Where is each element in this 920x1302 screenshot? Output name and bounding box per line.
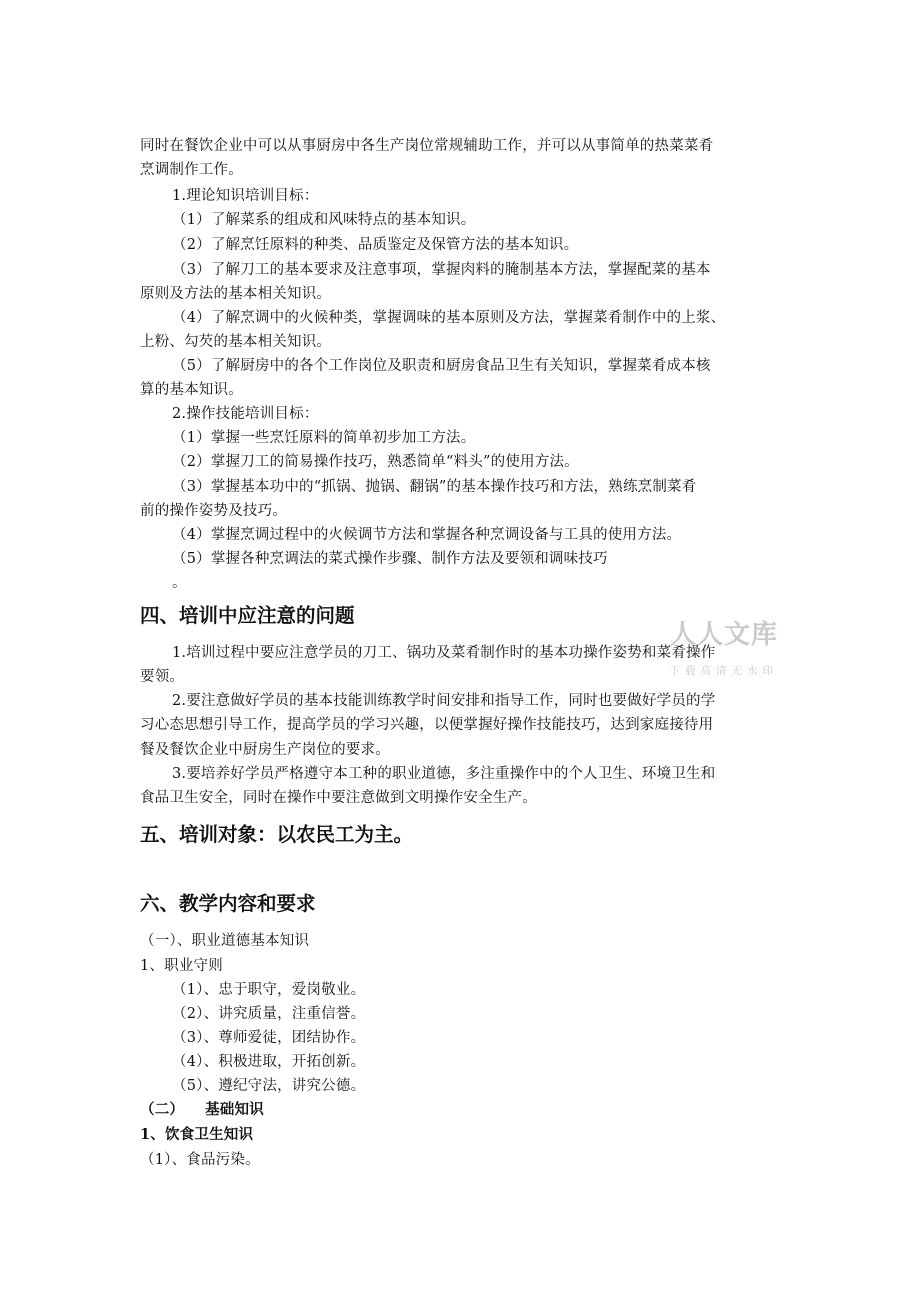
theory-item-cont: 上粉、勾芡的基本相关知识。 [140,334,332,350]
section4-paragraph: 1.培训过程中要应注意学员的刀工、锅功及菜肴制作时的基本功操作姿势和菜肴操作 [172,645,716,661]
skill-item: （5）掌握各种烹调法的菜式操作步骤、制作方法及要领和调味技巧 [172,551,608,567]
section4-paragraph-cont: 习心态思想引导工作，提高学员的学习兴趣，以便掌握好操作技能技巧，达到家庭接待用 [140,717,714,733]
theory-item: （4）了解烹调中的火候种类，掌握调味的基本原则及方法，掌握菜肴制作中的上浆、 [172,310,726,326]
skill-item-cont: 。 [172,575,187,591]
rules-item: （2）、讲究质量，注重信誉。 [172,1006,366,1022]
section4-paragraph-cont: 要领。 [140,669,185,685]
rules-item: （3）、尊师爱徒，团结协作。 [172,1030,366,1046]
section4-paragraph-cont: 餐及餐饮企业中厨房生产岗位的要求。 [140,742,390,758]
section4-paragraph: 2.要注意做好学员的基本技能训练教学时间安排和指导工作，同时也要做好学员的学 [172,693,716,709]
watermark-logo [648,620,778,678]
basics-title: （二） 基础知识 [140,1101,264,1118]
section5-heading: 五、培训对象：以农民工为主。 [140,823,414,846]
theory-item: （2）了解烹饪原料的种类、品质鉴定及保管方法的基本知识。 [172,237,579,253]
theory-item-cont: 算的基本知识。 [140,382,243,398]
watermark-subtitle: 下载高清无水印 [669,665,778,677]
skill-title: 2.操作技能培训目标： [172,406,319,422]
section4-paragraph: 3.要培养好学员严格遵守本工种的职业道德，多注重操作中的个人卫生、环境卫生和 [172,766,716,782]
section6-heading: 六、教学内容和要求 [140,892,316,915]
theory-item-cont: 原则及方法的基本相关知识。 [140,286,332,302]
theory-item: （1）了解菜系的组成和风味特点的基本知识。 [172,212,476,228]
hygiene-title: 1、饮食卫生知识 [140,1126,254,1143]
section4-paragraph-cont: 食品卫生安全，同时在操作中要注意做到文明操作安全生产。 [140,790,537,806]
section4-heading: 四、培训中应注意的问题 [140,604,355,627]
ethics-title: （一）、职业道德基本知识 [140,933,310,949]
rules-title: 1、职业守则 [140,958,223,974]
rules-item: （1）、忠于职守，爱岗敬业。 [172,982,366,998]
watermark-title: 人人文库 [669,620,778,650]
skill-item: （4）掌握烹调过程中的火候调节方法和掌握各种烹调设备与工具的使用方法。 [172,527,682,543]
theory-item: （3）了解刀工的基本要求及注意事项，掌握肉料的腌制基本方法，掌握配菜的基本 [172,262,711,278]
rules-item: （4）、积极进取，开拓创新。 [172,1054,366,1070]
skill-item: （2）掌握刀工的简易操作技巧，熟悉简单“料头”的使用方法。 [172,454,579,470]
intro-line-2: 烹调制作工作。 [140,162,243,178]
skill-item: （1）掌握一些烹饪原料的简单初步加工方法。 [172,430,476,446]
theory-title: 1.理论知识培训目标： [172,188,319,204]
intro-line-1: 同时在餐饮企业中可以从事厨房中各生产岗位常规辅助工作，并可以从事简单的热菜菜肴 [140,138,714,154]
skill-item-cont: 前的操作姿势及技巧。 [140,503,287,519]
rules-item: （5）、遵纪守法，讲究公德。 [172,1078,366,1094]
skill-item: （3）掌握基本功中的“抓锅、抛锅、翻锅”的基本操作技巧和方法，熟练烹制菜肴 [172,479,697,495]
theory-item: （5）了解厨房中的各个工作岗位及职责和厨房食品卫生有关知识，掌握菜肴成本核 [172,358,711,374]
hygiene-item: （1）、食品污染。 [140,1152,260,1168]
